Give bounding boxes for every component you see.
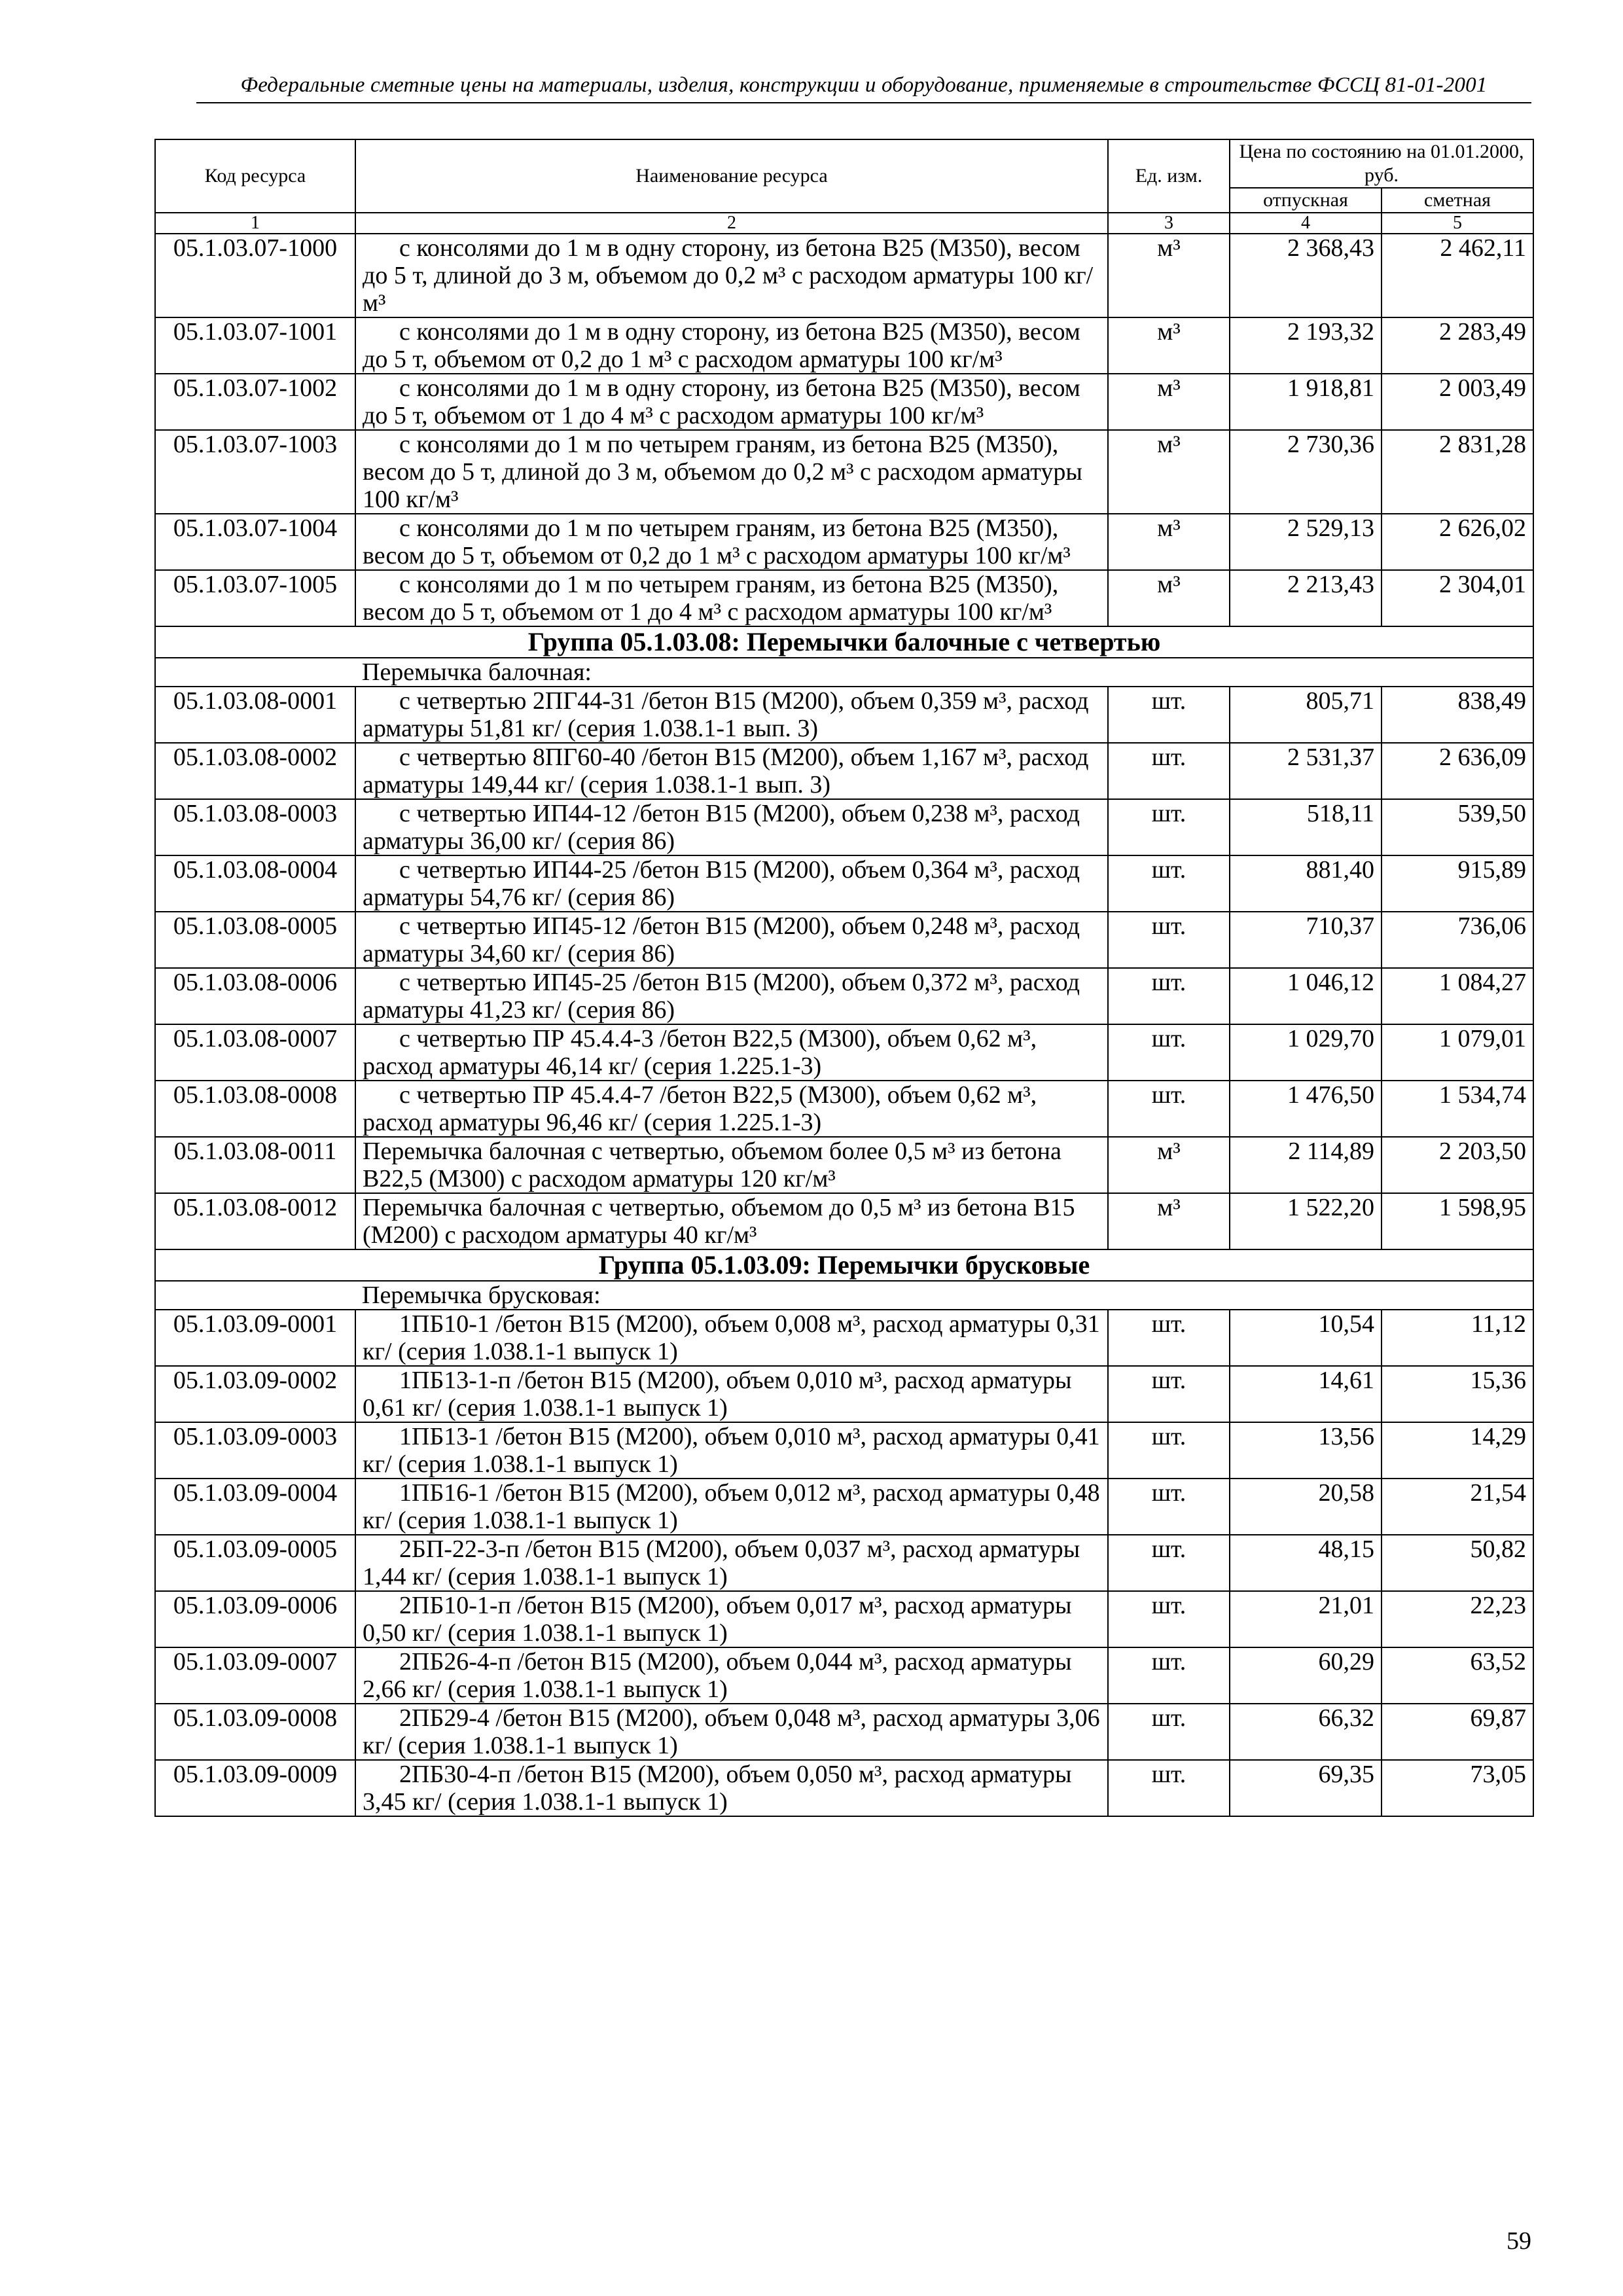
resource-name bbox=[355, 799, 1108, 855]
column-number: 2 bbox=[355, 213, 1108, 234]
table-row bbox=[155, 1137, 1533, 1193]
column-number-row bbox=[155, 213, 1533, 234]
estimate-price: 1 598,95 bbox=[1382, 1193, 1533, 1249]
resource-code: 05.1.03.08-0012 bbox=[155, 1193, 355, 1249]
table-row bbox=[155, 968, 1533, 1024]
group-title: Группа 05.1.03.09: Перемычки брусковые bbox=[155, 1249, 1533, 1281]
unit-of-measure: шт. bbox=[1108, 1422, 1230, 1479]
resource-name-text: Перемычка балочная с четвертью, объемом более 0,5 м³ из бетона В22,5 (М300) с расходом арматуры 120 кг/м³ bbox=[363, 1138, 1061, 1193]
resource-name-text: с консолями до 1 м по четырем граням, из бетона В25 (М350), весом до 5 т, объемом от 0,2 до 1 м³ с расходом арматуры 100 кг/м³ bbox=[363, 514, 1071, 569]
table-header-row bbox=[155, 139, 1533, 188]
unit-of-measure: шт. bbox=[1108, 1760, 1230, 1816]
estimate-price: 1 534,74 bbox=[1382, 1081, 1533, 1137]
unit-of-measure: шт. bbox=[1108, 799, 1230, 855]
resource-code: 05.1.03.08-0008 bbox=[155, 1081, 355, 1137]
resource-name-text: 2ПБ30-4-п /бетон В15 (М200), объем 0,050 м³, расход арматуры 3,45 кг/ (серия 1.038.1-1 выпуск 1) bbox=[363, 1761, 1072, 1816]
estimate-price: 21,54 bbox=[1382, 1479, 1533, 1535]
table-row bbox=[155, 1479, 1533, 1535]
release-price: 21,01 bbox=[1230, 1591, 1382, 1647]
group-title: Группа 05.1.03.08: Перемычки балочные с четвертью bbox=[155, 626, 1533, 658]
release-price: 1 522,20 bbox=[1230, 1193, 1382, 1249]
unit-of-measure: шт. bbox=[1108, 1591, 1230, 1647]
column-number: 4 bbox=[1230, 213, 1382, 234]
release-price: 1 476,50 bbox=[1230, 1081, 1382, 1137]
col-release-header: отпускная bbox=[1230, 188, 1382, 213]
release-price: 2 529,13 bbox=[1230, 514, 1382, 570]
col-name-header: Наименование ресурса bbox=[355, 139, 1108, 213]
estimate-price: 2 003,49 bbox=[1382, 374, 1533, 430]
column-number: 1 bbox=[155, 213, 355, 234]
table-row bbox=[155, 743, 1533, 799]
estimate-price: 838,49 bbox=[1382, 687, 1533, 743]
release-price: 14,61 bbox=[1230, 1366, 1382, 1422]
unit-of-measure: м³ bbox=[1108, 570, 1230, 626]
resource-code: 05.1.03.08-0003 bbox=[155, 799, 355, 855]
resource-name-text: с консолями до 1 м в одну сторону, из бетона В25 (М350), весом до 5 т, длиной до 3 м, объемом до 0,2 м³ с расходом арматуры 100 кг/м³ bbox=[363, 234, 1094, 317]
resource-name bbox=[355, 514, 1108, 570]
estimate-price: 2 831,28 bbox=[1382, 430, 1533, 514]
unit-of-measure: м³ bbox=[1108, 514, 1230, 570]
resource-name bbox=[355, 1479, 1108, 1535]
estimate-price: 2 626,02 bbox=[1382, 514, 1533, 570]
resource-name-text: с консолями до 1 м в одну сторону, из бетона В25 (М350), весом до 5 т, объемом от 1 до 4 м³ с расходом арматуры 100 кг/м³ bbox=[363, 374, 1080, 429]
release-price: 805,71 bbox=[1230, 687, 1382, 743]
table-row bbox=[155, 855, 1533, 912]
resource-name bbox=[355, 1024, 1108, 1081]
unit-of-measure: м³ bbox=[1108, 1137, 1230, 1193]
resource-name-text: с четвертью ПР 45.4.4-3 /бетон В22,5 (М300), объем 0,62 м³, расход арматуры 46,14 кг/ (серия 1.225.1-3) bbox=[363, 1025, 1037, 1080]
release-price: 1 029,70 bbox=[1230, 1024, 1382, 1081]
resource-name bbox=[355, 1535, 1108, 1591]
resource-code: 05.1.03.09-0004 bbox=[155, 1479, 355, 1535]
resource-name bbox=[355, 855, 1108, 912]
resource-code: 05.1.03.09-0007 bbox=[155, 1647, 355, 1704]
estimate-price: 69,87 bbox=[1382, 1704, 1533, 1760]
release-price: 710,37 bbox=[1230, 912, 1382, 968]
estimate-price: 15,36 bbox=[1382, 1366, 1533, 1422]
table-row bbox=[155, 1422, 1533, 1479]
col-unit-header: Ед. изм. bbox=[1108, 139, 1230, 213]
release-price: 1 918,81 bbox=[1230, 374, 1382, 430]
resource-name bbox=[355, 317, 1108, 374]
resource-name-text: 2БП-22-3-п /бетон В15 (М200), объем 0,037 м³, расход арматуры 1,44 кг/ (серия 1.038.1-1 выпуск 1) bbox=[363, 1535, 1080, 1590]
estimate-price: 736,06 bbox=[1382, 912, 1533, 968]
resource-name-text: 2ПБ29-4 /бетон В15 (М200), объем 0,048 м³, расход арматуры 3,06 кг/ (серия 1.038.1-1 выпуск 1) bbox=[363, 1704, 1100, 1759]
estimate-price: 22,23 bbox=[1382, 1591, 1533, 1647]
subheading: Перемычка балочная: bbox=[355, 658, 1533, 687]
resource-code: 05.1.03.09-0008 bbox=[155, 1704, 355, 1760]
resource-name bbox=[355, 1137, 1108, 1193]
table-row bbox=[155, 1591, 1533, 1647]
resource-code: 05.1.03.07-1001 bbox=[155, 317, 355, 374]
table-row bbox=[155, 1647, 1533, 1704]
subheading-row bbox=[155, 658, 1533, 687]
resource-code: 05.1.03.08-0006 bbox=[155, 968, 355, 1024]
resource-code: 05.1.03.08-0002 bbox=[155, 743, 355, 799]
resource-code: 05.1.03.07-1002 bbox=[155, 374, 355, 430]
page-header: Федеральные сметные цены на материалы, изделия, конструкции и оборудование, применяемые в строительстве ФССЦ 81-01-2001 bbox=[240, 73, 1488, 97]
estimate-price: 539,50 bbox=[1382, 799, 1533, 855]
unit-of-measure: шт. bbox=[1108, 1310, 1230, 1366]
resource-name-text: 1ПБ13-1-п /бетон В15 (М200), объем 0,010 м³, расход арматуры 0,61 кг/ (серия 1.038.1-1 выпуск 1) bbox=[363, 1367, 1072, 1422]
resource-code: 05.1.03.09-0005 bbox=[155, 1535, 355, 1591]
unit-of-measure: шт. bbox=[1108, 1024, 1230, 1081]
release-price: 48,15 bbox=[1230, 1535, 1382, 1591]
resource-name bbox=[355, 1704, 1108, 1760]
group-title-row bbox=[155, 1249, 1533, 1281]
resource-name bbox=[355, 234, 1108, 317]
table-row bbox=[155, 1704, 1533, 1760]
resource-name-text: 2ПБ26-4-п /бетон В15 (М200), объем 0,044 м³, расход арматуры 2,66 кг/ (серия 1.038.1-1 выпуск 1) bbox=[363, 1648, 1072, 1703]
resource-price-table bbox=[154, 139, 1534, 1817]
resource-name bbox=[355, 570, 1108, 626]
resource-name bbox=[355, 912, 1108, 968]
release-price: 2 193,32 bbox=[1230, 317, 1382, 374]
unit-of-measure: шт. bbox=[1108, 1081, 1230, 1137]
resource-name bbox=[355, 374, 1108, 430]
resource-code: 05.1.03.07-1003 bbox=[155, 430, 355, 514]
release-price: 2 114,89 bbox=[1230, 1137, 1382, 1193]
resource-name bbox=[355, 1760, 1108, 1816]
estimate-price: 14,29 bbox=[1382, 1422, 1533, 1479]
unit-of-measure: шт. bbox=[1108, 687, 1230, 743]
subheading-blank-cell bbox=[155, 658, 355, 687]
resource-code: 05.1.03.08-0011 bbox=[155, 1137, 355, 1193]
resource-name bbox=[355, 743, 1108, 799]
table-row bbox=[155, 1535, 1533, 1591]
release-price: 2 368,43 bbox=[1230, 234, 1382, 317]
unit-of-measure: м³ bbox=[1108, 430, 1230, 514]
unit-of-measure: шт. bbox=[1108, 1647, 1230, 1704]
table-row bbox=[155, 570, 1533, 626]
resource-name-text: с консолями до 1 м по четырем граням, из бетона В25 (М350), весом до 5 т, объемом от 1 до 4 м³ с расходом арматуры 100 кг/м³ bbox=[363, 571, 1059, 626]
release-price: 881,40 bbox=[1230, 855, 1382, 912]
table-row bbox=[155, 912, 1533, 968]
resource-name-text: с четвертью 8ПГ60-40 /бетон В15 (М200), объем 1,167 м³, расход арматуры 149,44 кг/ (серия 1.038.1-1 вып. 3) bbox=[363, 744, 1089, 798]
subheading-blank-cell bbox=[155, 1281, 355, 1310]
release-price: 2 730,36 bbox=[1230, 430, 1382, 514]
estimate-price: 50,82 bbox=[1382, 1535, 1533, 1591]
estimate-price: 2 283,49 bbox=[1382, 317, 1533, 374]
estimate-price: 2 636,09 bbox=[1382, 743, 1533, 799]
header-rule bbox=[196, 102, 1531, 103]
estimate-price: 2 462,11 bbox=[1382, 234, 1533, 317]
unit-of-measure: шт. bbox=[1108, 912, 1230, 968]
resource-name-text: с четвертью ИП45-25 /бетон В15 (М200), объем 0,372 м³, расход арматуры 41,23 кг/ (серия 86) bbox=[363, 969, 1080, 1024]
table-row bbox=[155, 1760, 1533, 1816]
resource-name bbox=[355, 1310, 1108, 1366]
resource-code: 05.1.03.08-0004 bbox=[155, 855, 355, 912]
table-row bbox=[155, 514, 1533, 570]
unit-of-measure: шт. bbox=[1108, 855, 1230, 912]
resource-code: 05.1.03.08-0007 bbox=[155, 1024, 355, 1081]
release-price: 60,29 bbox=[1230, 1647, 1382, 1704]
table-row bbox=[155, 1081, 1533, 1137]
estimate-price: 1 079,01 bbox=[1382, 1024, 1533, 1081]
resource-name bbox=[355, 1591, 1108, 1647]
col-price-header: Цена по состоянию на 01.01.2000, руб. bbox=[1230, 139, 1533, 188]
unit-of-measure: шт. bbox=[1108, 968, 1230, 1024]
unit-of-measure: м³ bbox=[1108, 1193, 1230, 1249]
resource-name-text: Перемычка балочная с четвертью, объемом до 0,5 м³ из бетона В15 (М200) с расходом арматуры 40 кг/м³ bbox=[363, 1194, 1075, 1249]
resource-name-text: 1ПБ10-1 /бетон В15 (М200), объем 0,008 м³, расход арматуры 0,31 кг/ (серия 1.038.1-1 выпуск 1) bbox=[363, 1310, 1100, 1365]
resource-name bbox=[355, 1647, 1108, 1704]
estimate-price: 73,05 bbox=[1382, 1760, 1533, 1816]
resource-code: 05.1.03.07-1000 bbox=[155, 234, 355, 317]
resource-name-text: 2ПБ10-1-п /бетон В15 (М200), объем 0,017 м³, расход арматуры 0,50 кг/ (серия 1.038.1-1 выпуск 1) bbox=[363, 1592, 1072, 1647]
release-price: 518,11 bbox=[1230, 799, 1382, 855]
resource-name bbox=[355, 968, 1108, 1024]
col-estimate-header: сметная bbox=[1382, 188, 1533, 213]
column-number: 3 bbox=[1108, 213, 1230, 234]
release-price: 66,32 bbox=[1230, 1704, 1382, 1760]
release-price: 13,56 bbox=[1230, 1422, 1382, 1479]
unit-of-measure: м³ bbox=[1108, 374, 1230, 430]
resource-name-text: с четвертью 2ПГ44-31 /бетон В15 (М200), объем 0,359 м³, расход арматуры 51,81 кг/ (серия 1.038.1-1 вып. 3) bbox=[363, 687, 1089, 742]
release-price: 1 046,12 bbox=[1230, 968, 1382, 1024]
column-number: 5 bbox=[1382, 213, 1533, 234]
page-number: 59 bbox=[1507, 2227, 1531, 2255]
resource-code: 05.1.03.07-1005 bbox=[155, 570, 355, 626]
resource-name-text: с четвертью ПР 45.4.4-7 /бетон В22,5 (М300), объем 0,62 м³, расход арматуры 96,46 кг/ (серия 1.225.1-3) bbox=[363, 1081, 1037, 1136]
table-row bbox=[155, 1024, 1533, 1081]
resource-code: 05.1.03.09-0003 bbox=[155, 1422, 355, 1479]
table-row bbox=[155, 799, 1533, 855]
table-row bbox=[155, 1193, 1533, 1249]
table-row bbox=[155, 1366, 1533, 1422]
release-price: 2 213,43 bbox=[1230, 570, 1382, 626]
table-row bbox=[155, 374, 1533, 430]
unit-of-measure: шт. bbox=[1108, 743, 1230, 799]
unit-of-measure: шт. bbox=[1108, 1479, 1230, 1535]
estimate-price: 63,52 bbox=[1382, 1647, 1533, 1704]
unit-of-measure: шт. bbox=[1108, 1535, 1230, 1591]
group-title-row bbox=[155, 626, 1533, 658]
resource-code: 05.1.03.09-0002 bbox=[155, 1366, 355, 1422]
resource-name bbox=[355, 430, 1108, 514]
unit-of-measure: м³ bbox=[1108, 234, 1230, 317]
unit-of-measure: м³ bbox=[1108, 317, 1230, 374]
unit-of-measure: шт. bbox=[1108, 1366, 1230, 1422]
estimate-price: 11,12 bbox=[1382, 1310, 1533, 1366]
estimate-price: 2 304,01 bbox=[1382, 570, 1533, 626]
table-row bbox=[155, 687, 1533, 743]
resource-name-text: 1ПБ16-1 /бетон В15 (М200), объем 0,012 м³, расход арматуры 0,48 кг/ (серия 1.038.1-1 выпуск 1) bbox=[363, 1479, 1100, 1534]
table-row bbox=[155, 317, 1533, 374]
resource-code: 05.1.03.09-0006 bbox=[155, 1591, 355, 1647]
col-code-header: Код ресурса bbox=[155, 139, 355, 213]
resource-code: 05.1.03.09-0001 bbox=[155, 1310, 355, 1366]
resource-name-text: с четвертью ИП44-25 /бетон В15 (М200), объем 0,364 м³, расход арматуры 54,76 кг/ (серия 86) bbox=[363, 856, 1080, 911]
release-price: 2 531,37 bbox=[1230, 743, 1382, 799]
subheading: Перемычка брусковая: bbox=[355, 1281, 1533, 1310]
table-row bbox=[155, 430, 1533, 514]
estimate-price: 915,89 bbox=[1382, 855, 1533, 912]
table-row bbox=[155, 1310, 1533, 1366]
release-price: 69,35 bbox=[1230, 1760, 1382, 1816]
resource-code: 05.1.03.09-0009 bbox=[155, 1760, 355, 1816]
resource-name bbox=[355, 687, 1108, 743]
resource-name-text: с консолями до 1 м по четырем граням, из бетона В25 (М350), весом до 5 т, длиной до 3 м, объемом до 0,2 м³ с расходом арматуры 100 кг/м³ bbox=[363, 431, 1082, 513]
estimate-price: 1 084,27 bbox=[1382, 968, 1533, 1024]
resource-name-text: с четвертью ИП45-12 /бетон В15 (М200), объем 0,248 м³, расход арматуры 34,60 кг/ (серия 86) bbox=[363, 912, 1080, 967]
unit-of-measure: шт. bbox=[1108, 1704, 1230, 1760]
release-price: 10,54 bbox=[1230, 1310, 1382, 1366]
release-price: 20,58 bbox=[1230, 1479, 1382, 1535]
estimate-price: 2 203,50 bbox=[1382, 1137, 1533, 1193]
resource-code: 05.1.03.08-0005 bbox=[155, 912, 355, 968]
resource-code: 05.1.03.08-0001 bbox=[155, 687, 355, 743]
resource-name-text: с консолями до 1 м в одну сторону, из бетона В25 (М350), весом до 5 т, объемом от 0,2 до 1 м³ с расходом арматуры 100 кг/м³ bbox=[363, 318, 1080, 373]
resource-name bbox=[355, 1366, 1108, 1422]
resource-name bbox=[355, 1193, 1108, 1249]
resource-name-text: 1ПБ13-1 /бетон В15 (М200), объем 0,010 м³, расход арматуры 0,41 кг/ (серия 1.038.1-1 выпуск 1) bbox=[363, 1423, 1100, 1478]
resource-name bbox=[355, 1081, 1108, 1137]
resource-name bbox=[355, 1422, 1108, 1479]
resource-code: 05.1.03.07-1004 bbox=[155, 514, 355, 570]
resource-name-text: с четвертью ИП44-12 /бетон В15 (М200), объем 0,238 м³, расход арматуры 36,00 кг/ (серия 86) bbox=[363, 800, 1080, 855]
subheading-row bbox=[155, 1281, 1533, 1310]
table-row bbox=[155, 234, 1533, 317]
